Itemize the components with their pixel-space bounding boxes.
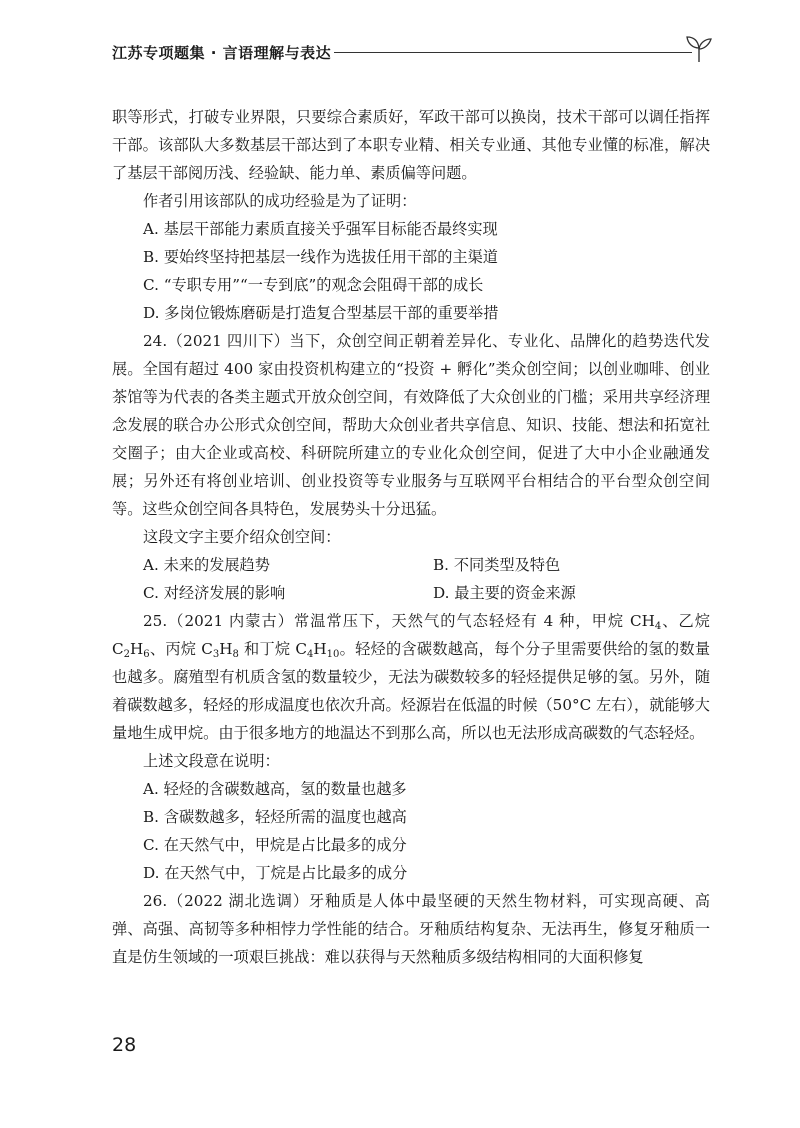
q23-option-b: B. 要始终坚持把基层一线作为选拔任用干部的主渠道 — [143, 248, 498, 266]
paragraph-q23-passage-end: 职等形式，打破专业界限，只要综合素质好，军政干部可以换岗，技术干部可以调任指挥干部。该部队大多数基层干部达到了本职专业精、相关专业通、其他专业懂的标准，解决了基层干部阅历浅、经验缺、能力单、素质偏等问题。 — [112, 108, 710, 182]
q25-passage: 25.（2021 内蒙古）常温常压下，天然气的气态轻烃有 4 种，甲烷 $CH_4$、乙烷 $C_2H_6$、丙烷 $C_3H_8$ 和丁烷 $C_4H_{10}$。轻烃的含碳数越高，每个分子里需要供给的氢的数量也越多。腐殖型有机质含氢的数量较少，无法为碳数较多的轻烃提供足够的氢。另外，随着碳数越多，轻烃的形成温度也依次升高。烃源岩在低温的时候（50°C 左右），就能够大量地生成甲烷。由于很多地方的地温达不到那么高，所以也无法形成高碳数的气态轻烃。 — [112, 612, 711, 742]
page-number: 28 — [112, 1034, 137, 1056]
q23-option-c: C. “专职专用”“一专到底”的观念会阻碍干部的成长 — [143, 276, 484, 294]
sprout-icon — [684, 34, 714, 64]
header-title: 江苏专项题集 · 言语理解与表达 — [112, 44, 332, 62]
q24-option-b: B. 不同类型及特色 — [433, 556, 561, 574]
q25-question: 上述文段意在说明： — [143, 752, 280, 770]
q25-option-b: B. 含碳数越多，轻烃所需的温度也越高 — [143, 808, 407, 826]
q23-question: 作者引用该部队的成功经验是为了证明： — [143, 192, 417, 210]
q24-options-row-2 — [112, 579, 710, 607]
q24-option-d: D. 最主要的资金来源 — [433, 584, 576, 602]
page-header — [112, 34, 722, 68]
q26-passage: 26.（2022 湖北选调）牙釉质是人体中最坚硬的天然生物材料，可实现高硬、高弹、高强、高韧等多种相悖力学性能的结合。牙釉质结构复杂、无法再生，修复牙釉质一直是仿生领域的一项艰巨挑战：难以获得与天然釉质多级结构相同的大面积修复 — [112, 892, 710, 966]
q24-passage: 24.（2021 四川下）当下，众创空间正朝着差异化、专业化、品牌化的趋势迭代发展。全国有超过 400 家由投资机构建立的“投资 + 孵化”类众创空间；以创业咖啡、创业茶馆等为代表的各类主题式开放众创空间，有效降低了大众创业的门槛；采用共享经济理念发展的联合办公形式众创空间，帮助大众创业者共享信息、知识、技能、想法和拓宽社交圈子；由大企业或高校、科研院所建立的专业化众创空间，促进了大中小企业融通发展；另外还有将创业培训、创业投资等专业服务与互联网平台相结合的平台型众创空间等。这些众创空间各具特色，发展势头十分迅猛。 — [112, 332, 710, 518]
header-rule — [334, 52, 692, 53]
q24-option-a: A. 未来的发展趋势 — [143, 556, 270, 574]
q25-option-c: C. 在天然气中，甲烷是占比最多的成分 — [143, 836, 407, 854]
q24-question: 这段文字主要介绍众创空间： — [143, 528, 341, 546]
q23-option-a: A. 基层干部能力素质直接关乎强军目标能否最终实现 — [143, 220, 498, 238]
q25-option-d: D. 在天然气中，丁烷是占比最多的成分 — [143, 864, 408, 882]
q24-options-row-1 — [112, 551, 710, 579]
page-body — [112, 103, 710, 971]
q25-option-a: A. 轻烃的含碳数越高，氢的数量也越多 — [143, 780, 407, 798]
q24-option-c: C. 对经济发展的影响 — [143, 584, 286, 602]
q23-option-d: D. 多岗位锻炼磨砺是打造复合型基层干部的重要举措 — [143, 304, 499, 322]
